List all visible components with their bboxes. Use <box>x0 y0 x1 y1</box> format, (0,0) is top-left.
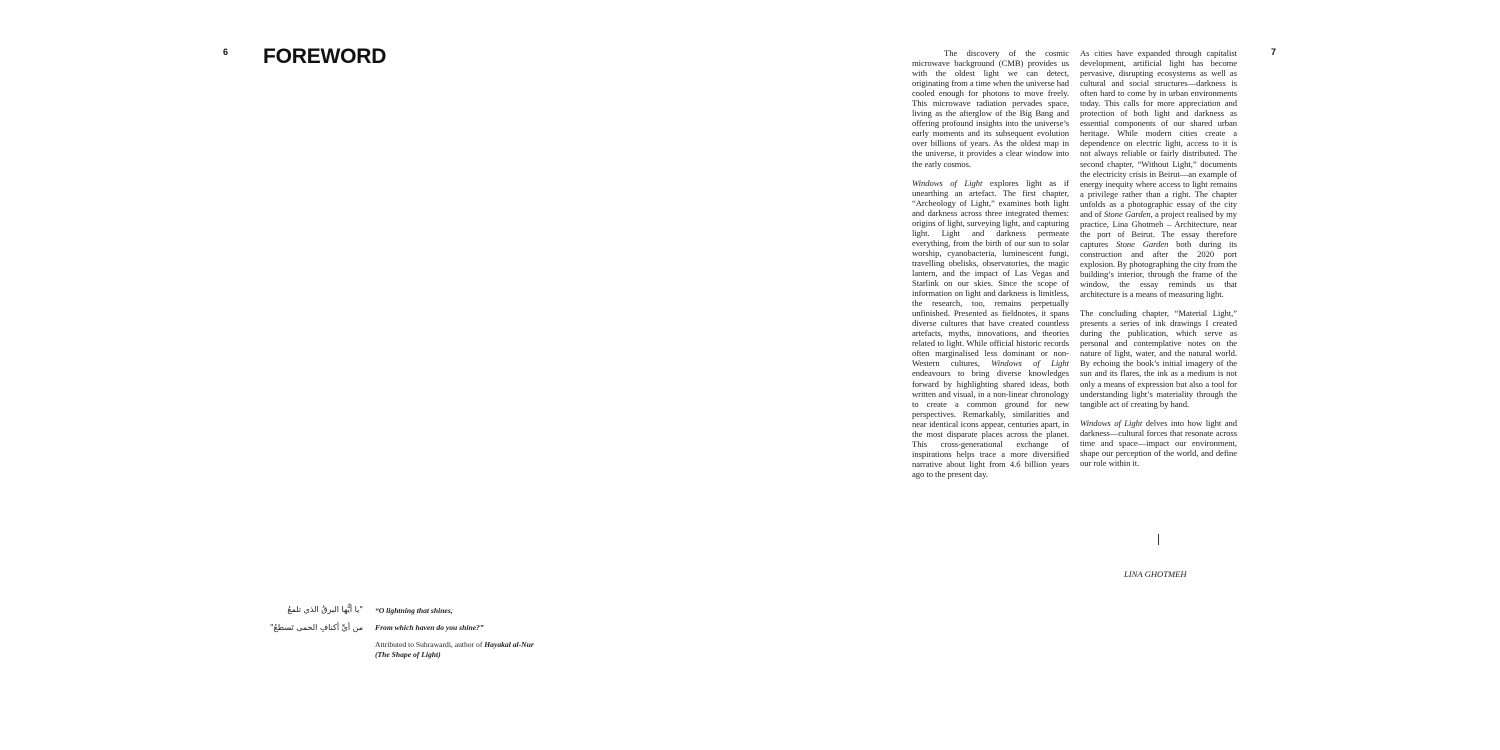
signature-divider <box>1158 534 1159 545</box>
epigraph-english-line-1: “O lightning that shines, <box>375 606 453 615</box>
page-title: FOREWORD <box>263 45 387 68</box>
foreword-column-2 <box>1080 48 1237 477</box>
paragraph-text: As cities have expanded through capitalist development, artificial light has become pervasive, disrupting ecosystems as well as cultural and social structures—darkness is often hard to come by in urban environments today. This calls for more appreciation and protection of both light and darkness as essential components of our shared urban heritage. While modern cities create a dependence on electric light, access to it is not always reliable or fairly distributed. The second chapter, “Without Light,” documents the electricity crisis in Beirut—an example of energy inequity where access to light remains a privilege rather than a right. The chapter unfolds as a photographic essay of the city and of <box>1080 48 1237 219</box>
epigraph-english-line-2: From which haven do you shine?” <box>375 623 484 632</box>
page-number-left: 6 <box>223 47 229 57</box>
book-title-italic: Windows of Light <box>991 358 1069 369</box>
epigraph-arabic-line-2: من أيِّ أكنافِ الحمى تَسطعُ" <box>269 623 363 632</box>
paragraph-without-light <box>1080 48 1237 299</box>
project-title-italic: Stone Garden <box>1116 238 1169 249</box>
paragraph-conclusion <box>1080 418 1237 468</box>
paragraph-archeology <box>912 178 1069 479</box>
epigraph-attribution <box>375 640 565 659</box>
attribution-prefix: Attributed to Suhrawardi, author of <box>375 640 485 649</box>
book-title-italic: Windows of Light <box>912 177 983 188</box>
attribution-work-title: Hayakal al-Nur <box>484 640 534 649</box>
paragraph-text: delves into how light and darkness—cultural forces that resonate across time and space—impact our environment, shape our perception of the world, and define our role within it. <box>1080 417 1237 468</box>
paragraph-text: , a project realised by my practice, Lina Ghotmeh – Architecture, near the port of Beirut. The essay therefore captures <box>1080 208 1238 249</box>
paragraph-cmb: The discovery of the cosmic microwave background (CMB) provides us with the oldest light we can detect, originating from a time when the universe had cooled enough for photons to move freely. This microwave radiation pervades space, living as the afterglow of the Big Bang and offering profound insights into the universe’s early moments and its subsequent evolution over billions of years. As the oldest map in the universe, it provides a clear window into the early cosmos. <box>912 48 1069 169</box>
paragraph-material-light: The concluding chapter, “Material Light,” presents a series of ink drawings I created during the publication, which serve as personal and contemplative notes on the nature of light, water, and the natural world. By echoing the book’s initial imagery of the sun and its flares, the ink as a medium is not only a means of expression but also a tool for understanding light’s materiality through the tangible act of creating by hand. <box>1080 308 1237 409</box>
book-title-italic: Windows of Light <box>1080 417 1143 428</box>
author-signature: LINA GHOTMEH <box>1124 569 1187 579</box>
paragraph-text: explores light as if unearthing an artefact. The first chapter, “Archeology of Light,” examines both light and darkness across three integrated themes: origins of light, surveying light, and capturing light. Light and darkness permeate everything, from the birth of our sun to solar worship, cyanobacteria, luminescent fungi, travelling obelisks, observatories, the magic lantern, and the impact of Las Vegas and Starlink on our skies. Since the scope of information on light and darkness is limitless, the research, too, remains perpetually unfinished. Presented as fieldnotes, it spans diverse cultures that have created countless artefacts, myths, innovations, and theories related to light. While official historic records often marginalised less dominant or non-Western cultures, <box>912 177 1069 369</box>
foreword-column-1 <box>912 48 1069 488</box>
page-number-right: 7 <box>1271 47 1277 57</box>
project-title-italic: Stone Garden <box>1103 208 1151 219</box>
paragraph-text: endeavours to bring diverse knowledges forward by highlighting shared ideas, both written and visual, in a non-linear chronology to create a common ground for new perspectives. Remarkably, similarities and near identical icons appear, centuries apart, in the most disparate places across the planet. This cross-generational exchange of inspirations helps trace a more diversified narrative about light from 4.6 billion years ago to the present day. <box>912 368 1069 479</box>
attribution-translation: (The Shape of Light) <box>375 649 441 659</box>
paragraph-text: both during its construction and after the 2020 port explosion. By photographing the city from the building’s interior, through the frame of the window, the essay reminds us that architecture is a means of measuring light. <box>1080 238 1237 300</box>
epigraph-arabic-line-1: "يا أيُّها البرقُ الذي تلمعُ <box>287 605 363 614</box>
